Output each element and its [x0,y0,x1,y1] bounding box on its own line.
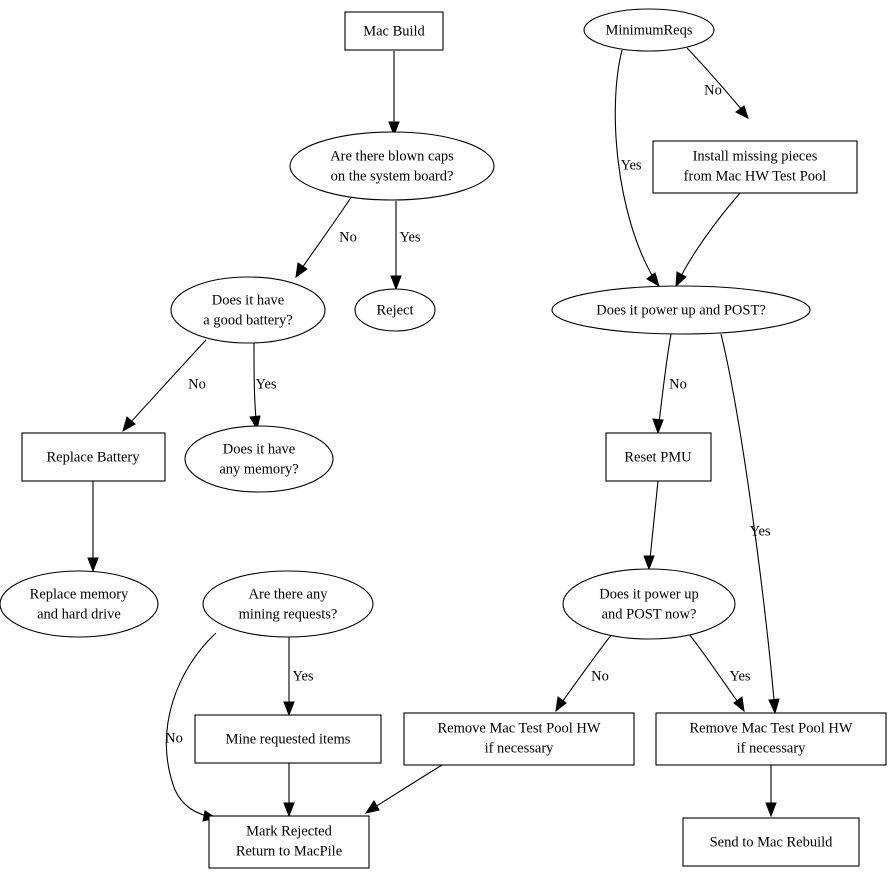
node-label-line2: on the system board? [330,168,454,185]
node-label-line1: Remove Mac Test Pool HW [689,720,853,737]
node-label: Mac Build [363,23,425,40]
edge-label-post-no: No [669,376,687,393]
node-label-line1: Replace memory [29,586,129,603]
edge-label-mining-yes: Yes [292,668,314,685]
edge-mac-build-to-blown-caps [389,51,399,135]
edge-label-caps-yes: Yes [399,229,421,246]
edge-label-post-now-yes: Yes [729,668,751,685]
edge-label-mining-no: No [165,730,183,747]
node-mac-build[interactable] [345,12,443,50]
node-reset-pmu[interactable] [606,433,711,481]
node-label-line1: Are there any [248,586,328,603]
node-remove-mac-test-pool-hw-2[interactable] [656,713,886,765]
node-reject[interactable] [355,289,435,331]
node-label-line2: if necessary [736,740,806,757]
edge-label-post-now-no: No [591,668,609,685]
edge-reset-pmu-to-power-post-now [644,481,658,569]
edge-label-caps-no: No [339,229,357,246]
node-label-line1: Does it have [211,292,285,309]
node-power-up-post-now[interactable] [563,569,735,639]
node-good-battery[interactable] [171,277,325,343]
node-mark-rejected[interactable] [209,816,369,868]
node-label-line2: a good battery? [203,312,293,329]
node-label: Reset PMU [624,449,692,466]
node-label-line2: if necessary [484,740,554,757]
node-blown-caps[interactable] [290,132,494,200]
node-label: Send to Mac Rebuild [709,834,833,851]
edge-mine-items-to-mark-rejected [284,763,294,816]
node-label-line1: Install missing pieces [692,148,818,165]
node-label: Reject [376,302,414,319]
edge-label-battery-yes: Yes [255,376,277,393]
node-remove-mac-test-pool-hw-1[interactable] [404,713,634,765]
edge-label-reqs-no: No [704,82,722,99]
node-mining-requests[interactable] [203,571,373,637]
node-label-line1: Does it have [222,441,296,458]
node-minimumreqs[interactable] [584,9,714,51]
edge-label-reqs-yes: Yes [620,157,642,174]
node-label-line1: Mark Rejected [246,823,332,840]
edge-remove-hw-1-to-mark-rejected [366,765,442,813]
node-label-line1: Remove Mac Test Pool HW [437,720,601,737]
node-label-line2: Return to MacPile [235,843,343,860]
node-replace-battery[interactable] [22,433,165,481]
edge-replace-battery-to-replace-memory [88,481,98,571]
node-label-line2: mining requests? [238,606,338,623]
node-label-line2: and POST now? [601,606,697,623]
node-power-up-post[interactable] [552,286,810,334]
edge-remove-hw-2-to-send-rebuild [766,765,776,816]
node-send-to-mac-rebuild[interactable] [683,818,859,866]
node-mine-requested-items[interactable] [195,715,381,763]
node-label-line2: and hard drive [37,606,121,623]
node-label-line2: any memory? [219,461,299,478]
node-replace-memory[interactable] [0,571,158,637]
node-any-memory[interactable] [185,426,333,492]
edge-install-to-power-post [676,193,740,286]
node-label: Replace Battery [46,449,140,466]
node-label-line2: from Mac HW Test Pool [683,168,827,185]
node-label-line1: Does it power up [599,586,699,603]
node-label: MinimumReqs [605,22,693,39]
edge-label-post-yes: Yes [749,523,771,540]
node-label: Does it power up and POST? [596,302,766,319]
edge-label-battery-no: No [188,376,206,393]
node-install-missing-pieces[interactable] [653,141,857,193]
node-label-line1: Are there blown caps [330,148,454,165]
node-label: Mine requested items [225,731,351,748]
